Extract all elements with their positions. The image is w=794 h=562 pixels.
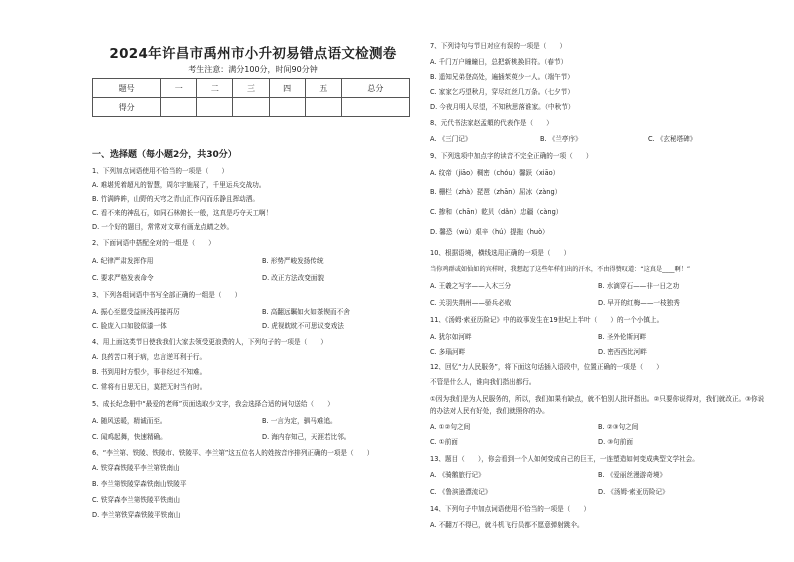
option-line: B. 竹满眸眸，山野的天穹之青山汇作闪而乐静且挥动洒。 (92, 195, 259, 203)
option-line: B. 栅栏（zhà）琵琶（zhān）屈冰（zàng） (430, 188, 562, 196)
score-table-header-row (93, 79, 410, 98)
score-cell: 二 (197, 79, 233, 98)
option-line: A. 良药苦口利于病，忠言逆耳利于行。 (92, 353, 207, 361)
question-14: 14、下列句子中加点词语使用不恰当的一项是（ ） (430, 505, 591, 513)
exam-title: 2024年许昌市禹州市小升初易错点语文检测卷 (109, 46, 397, 62)
option-line: D. ③句前面 (598, 438, 633, 446)
score-cell (341, 98, 409, 117)
option-line: C. 掺和（chān）乾贝（dǎn）忠疆（càng） (430, 208, 563, 216)
option-line: A. 纹帝（jiāo）稠密（chóu）馨跃（xiāo） (430, 169, 560, 177)
exam-notice: 考生注意：满分100分，时间90分钟 (188, 65, 318, 74)
option-line: A. 《三门记》 (430, 135, 472, 143)
option-line: B. 一言为定，驷马难追。 (262, 417, 337, 425)
question-text: 当你鸡群或如仙如的宾样时，我想起了这些年样们出的汗水，不由得赞叹道：“这真是____啊！” (430, 266, 691, 273)
option-line: D. 《汤姆·索亚历险记》 (598, 488, 669, 496)
score-cell: 题号 (93, 79, 161, 98)
score-cell (197, 98, 233, 117)
option-line: B. 李兰第铁陵穿森铁南山铁陵平 (92, 480, 187, 488)
option-line: A. 振心至愿受益匪浅再接再厉 (92, 308, 180, 316)
question-10: 10、根据语境，横线选用正确的一项是（ ） (430, 249, 571, 257)
option-line: C. 《玄秘塔碑》 (648, 135, 697, 143)
option-line: B. 形势严峻发扬传统 (262, 257, 324, 265)
option-line: A. 不翻万不得已，就斗机飞行员都不愿意弹射跳伞。 (430, 521, 584, 529)
question-text: 不管是什么人，谁向我们指出都行。 (430, 378, 536, 386)
option-line: D. 海内存知己，天涯若比邻。 (262, 433, 351, 441)
score-table (92, 78, 410, 117)
score-cell (233, 98, 269, 117)
option-line: C. 闻鸡起舞，快速精确。 (92, 433, 167, 441)
option-line: D. 改正方法改变面貌 (262, 274, 325, 282)
option-line: D. 虎视眈眈不可思议变戏法 (262, 322, 344, 330)
question-1: 1、下列加点词语使用不恰当的一项是（ ） (92, 167, 229, 175)
option-line: B. 圣外伦斯河畔 (598, 333, 647, 341)
option-line: A. 千门万户瞳瞳日，总把新桃换旧符。（春节） (430, 58, 568, 66)
score-cell: 三 (233, 79, 269, 98)
option-line: A. 犹尔如河畔 (430, 333, 472, 341)
score-cell: 五 (305, 79, 341, 98)
option-line: C. ①前面 (430, 438, 458, 446)
question-5: 5、成长纪念册中“最爱的老师”页面选取少文字，我会选择合适的词句送给（ ） (92, 400, 334, 408)
option-line: A. ①②句之间 (430, 423, 471, 431)
section-heading: 一、选择题（每小题2分，共30分） (92, 150, 237, 160)
option-line: D. 馨恐（wù）艰辛（hú）提拖（huò） (430, 228, 549, 236)
option-line: B. 《兰亭序》 (540, 135, 582, 143)
option-line: C. 家家乞巧望秋月，穿尽红丝几万条。（七夕节） (430, 88, 574, 96)
question-7: 7、下列诗句与节日对应有误的一项是（ ） (430, 42, 567, 50)
question-9: 9、下列选项中加点字的读音不完全正确的一项（ ） (430, 152, 593, 160)
option-line: C. 常将有日思无日，莫把无时当有时。 (92, 383, 207, 391)
score-cell: 总分 (341, 79, 409, 98)
question-12: 12、回忆“力人民服务”，将下面这句话插入语段中，位置正确的一项是（ ） (430, 363, 663, 371)
option-line: B. 《爱丽丝漫游奇境》 (598, 471, 667, 479)
score-cell: 一 (161, 79, 197, 98)
option-line: C. 关羽失荆州——骄兵必败 (430, 299, 512, 307)
question-2: 2、下面词语中搭配全对的一组是（ ） (92, 239, 215, 247)
question-13: 13、题目（ ），你会看到一个人如何变成自己的巨王，一连塑造如何变成典型文学社会。 (430, 455, 699, 463)
option-line: A. 王羲之写字——入木三分 (430, 282, 512, 290)
score-table-score-row (93, 98, 410, 117)
score-cell: 得分 (93, 98, 161, 117)
option-line: A. 纪律严肃发挥作用 (92, 257, 154, 265)
option-line: B. ②③句之间 (598, 423, 639, 431)
score-cell (305, 98, 341, 117)
question-3: 3、下列各组词语中书写全部正确的一组是（ ） (92, 291, 242, 299)
score-cell (269, 98, 305, 117)
question-6: 6、“李兰第、铁陵、铁陵市、铁陵平、李兰第”这五位名人的姓按音序排列正确的一项是（ ） (92, 449, 374, 457)
question-11: 11、《汤姆·索亚历险记》中的故事发生在19世纪上半叶（ ）的一个小镇上。 (430, 316, 664, 324)
question-4: 4、用上面这类节日使我我们大家去领受更浪费的人，下列句子的一项是（ ） (92, 338, 327, 346)
option-line: B. 书到用时方恨少，事非经过不知难。 (92, 368, 207, 376)
option-line: D. 今夜月明人尽望，不知秋思落谁家。（中秋节） (430, 103, 575, 111)
option-line: D. 李兰第铁穿森铁陵平铁南山 (92, 511, 181, 519)
option-line: B. 水滴穿石——非一日之功 (598, 282, 680, 290)
option-line: B. 高翻远瞩如火如茶锲而不舍 (262, 308, 350, 316)
option-line: C. 《鲁滨逊漂流记》 (430, 488, 492, 496)
option-line: B. 遥知兄弟登高处，遍插茱萸少一人。（端午节） (430, 73, 574, 81)
option-line: A. 《骑鹅旅行记》 (430, 471, 485, 479)
option-line: C. 铁穿森李兰第铁陵平铁南山 (92, 496, 180, 504)
option-line: C. 多瑙河畔 (430, 348, 466, 356)
option-line: D. 一个好的题目，常常对文章有画龙点睛之妙。 (92, 223, 234, 231)
option-line: A. 铁穿森铁陵平李兰第铁南山 (92, 464, 180, 472)
question-passage: ①因为我们是为人民服务的，所以，我们如果有缺点，就不怕别人批评指出。②只要你说得对，我们就改正。③你说的办法对人民有好处，我们就照你的办。 (430, 395, 765, 415)
option-line: A. 随风送暖，精诚而至。 (92, 417, 167, 425)
option-line: C. 要求严格发表命令 (92, 274, 154, 282)
option-line: C. 看不来的神乱石，如同石林俯长一般，这真是巧夺天工啊！ (92, 209, 273, 217)
score-cell: 四 (269, 79, 305, 98)
question-8: 8、元代书法家赵孟頫的代表作是（ ） (430, 119, 553, 127)
option-line: C. 脸庞入口如胶似漆一体 (92, 322, 167, 330)
option-line: D. 早开的红梅——一枝独秀 (598, 299, 680, 307)
score-cell (161, 98, 197, 117)
option-line: D. 密西西比河畔 (598, 348, 647, 356)
option-line: A. 难堪凭着超凡的智慧，周尔宇施展了，千里运兵交战功。 (92, 181, 266, 189)
